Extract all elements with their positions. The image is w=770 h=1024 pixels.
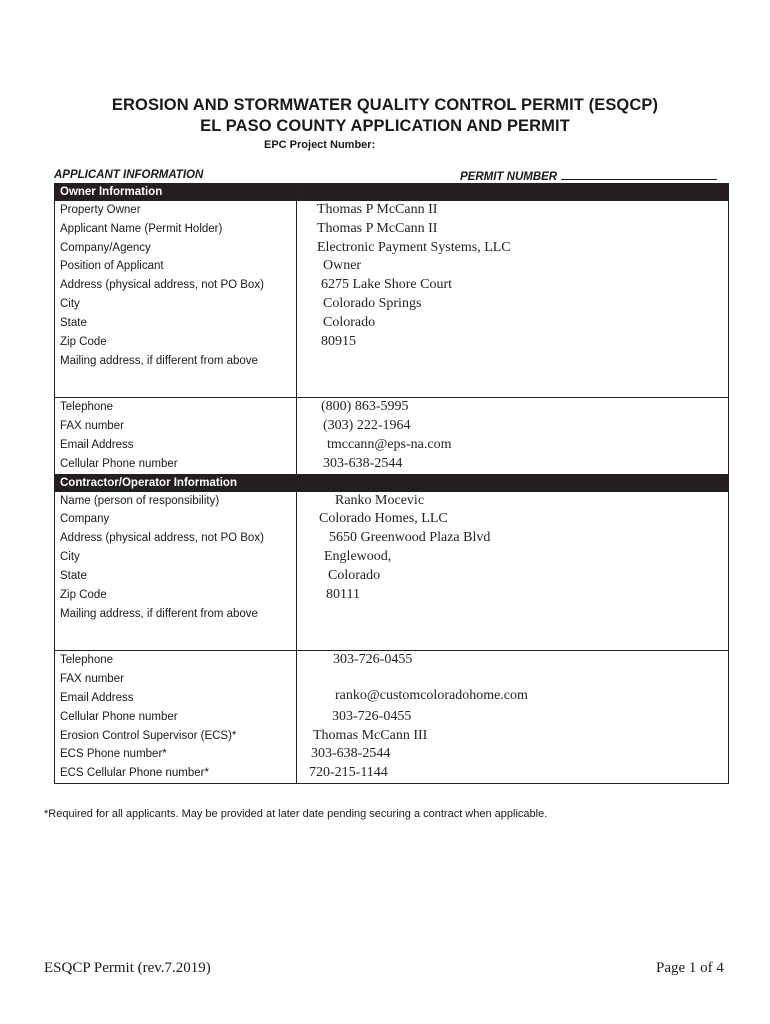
field-label: ECS Phone number* (55, 745, 297, 764)
contractor-section-title: Contractor/Operator Information (55, 474, 297, 492)
form-row (55, 708, 729, 727)
field-value[interactable]: 303-638-2544 (297, 745, 729, 764)
field-value[interactable]: 80111 (297, 586, 729, 605)
field-value[interactable]: Colorado Springs (297, 295, 729, 314)
footer-page-number: Page 1 of 4 (656, 960, 724, 976)
epc-project-number-label: EPC Project Number: (264, 139, 376, 151)
form-row (55, 398, 729, 417)
field-label: Email Address (55, 689, 297, 708)
field-value[interactable]: Electronic Payment Systems, LLC (297, 239, 729, 258)
field-label: Zip Code (55, 586, 297, 605)
field-label: Company (55, 510, 297, 529)
form-row (55, 257, 729, 276)
field-label: Mailing address, if different from above (55, 351, 297, 398)
field-value[interactable]: Colorado (297, 567, 729, 586)
mailing-address-field[interactable] (297, 604, 729, 651)
form-row (55, 586, 729, 605)
permit-number-label: PERMIT NUMBER (460, 171, 558, 183)
field-label: Address (physical address, not PO Box) (55, 276, 297, 295)
form-title-line-2: EL PASO COUNTY APPLICATION AND PERMIT (200, 117, 570, 135)
applicant-form-table (54, 183, 729, 784)
form-title-line-1: EROSION AND STORMWATER QUALITY CONTROL PERMIT (ESQCP) (111, 96, 659, 114)
form-row (55, 492, 729, 511)
field-value[interactable]: 720-215-1144 (297, 764, 729, 783)
form-row (55, 529, 729, 548)
field-value[interactable]: ranko@customcoloradohome.com (297, 689, 729, 708)
field-label: Property Owner (55, 201, 297, 220)
field-value[interactable]: Englewood, (297, 548, 729, 567)
form-row (55, 548, 729, 567)
field-value[interactable] (297, 670, 729, 689)
field-value[interactable]: 5650 Greenwood Plaza Blvd (297, 529, 729, 548)
field-label: State (55, 314, 297, 333)
applicant-information-heading: APPLICANT INFORMATION (54, 169, 204, 181)
field-value[interactable]: Colorado Homes, LLC (297, 510, 729, 529)
field-label: Address (physical address, not PO Box) (55, 529, 297, 548)
field-value[interactable]: Thomas P McCann II (297, 201, 729, 220)
field-label: Zip Code (55, 333, 297, 352)
form-row-mailing (55, 351, 729, 398)
form-row (55, 670, 729, 689)
field-label: Applicant Name (Permit Holder) (55, 220, 297, 239)
owner-section-title: Owner Information (55, 183, 297, 201)
required-footnote: *Required for all applicants. May be provided at later date pending securing a contract when applicable. (44, 808, 548, 820)
field-value[interactable]: 80915 (297, 333, 729, 352)
field-value[interactable]: (800) 863-5995 (297, 398, 729, 417)
field-label: Mailing address, if different from above (55, 604, 297, 651)
permit-number-field (460, 169, 717, 183)
field-value[interactable]: Thomas P McCann II (297, 220, 729, 239)
field-label: Company/Agency (55, 239, 297, 258)
form-row (55, 510, 729, 529)
field-label: ECS Cellular Phone number* (55, 764, 297, 783)
form-row (55, 689, 729, 708)
permit-number-blank-line[interactable] (561, 169, 717, 180)
owner-section-header (55, 183, 729, 201)
mailing-address-field[interactable] (297, 351, 729, 398)
form-row (55, 567, 729, 586)
field-label: Name (person of responsibility) (55, 492, 297, 511)
field-label: Cellular Phone number (55, 708, 297, 727)
field-value[interactable]: Ranko Mocevic (297, 492, 729, 511)
form-row (55, 651, 729, 670)
field-label: FAX number (55, 417, 297, 436)
form-row (55, 745, 729, 764)
field-label: City (55, 548, 297, 567)
field-label: FAX number (55, 670, 297, 689)
contractor-section-header (55, 474, 729, 492)
field-value[interactable]: 6275 Lake Shore Court (297, 276, 729, 295)
field-value[interactable]: 303-726-0455 (297, 651, 729, 670)
form-row (55, 276, 729, 295)
form-row (55, 764, 729, 783)
form-row (55, 220, 729, 239)
field-label: Position of Applicant (55, 257, 297, 276)
field-label: Email Address (55, 436, 297, 455)
form-row (55, 417, 729, 436)
field-label: City (55, 295, 297, 314)
form-row (55, 201, 729, 220)
form-row (55, 295, 729, 314)
form-row-mailing (55, 604, 729, 651)
form-row (55, 436, 729, 455)
form-row (55, 314, 729, 333)
field-label: Cellular Phone number (55, 455, 297, 474)
field-value[interactable]: Colorado (297, 314, 729, 333)
field-value[interactable]: 303-638-2544 (297, 455, 729, 474)
field-label: Telephone (55, 651, 297, 670)
footer-form-revision: ESQCP Permit (rev.7.2019) (44, 960, 211, 976)
form-row (55, 239, 729, 258)
form-row (55, 455, 729, 474)
field-label: State (55, 567, 297, 586)
field-value[interactable]: Thomas McCann III (297, 727, 729, 746)
field-value[interactable]: 303-726-0455 (297, 708, 729, 727)
field-value[interactable]: Owner (297, 257, 729, 276)
field-label: Erosion Control Supervisor (ECS)* (55, 727, 297, 746)
field-value[interactable]: tmccann@eps-na.com (297, 436, 729, 455)
field-label: Telephone (55, 398, 297, 417)
form-row (55, 727, 729, 746)
field-value[interactable]: (303) 222-1964 (297, 417, 729, 436)
form-row (55, 333, 729, 352)
